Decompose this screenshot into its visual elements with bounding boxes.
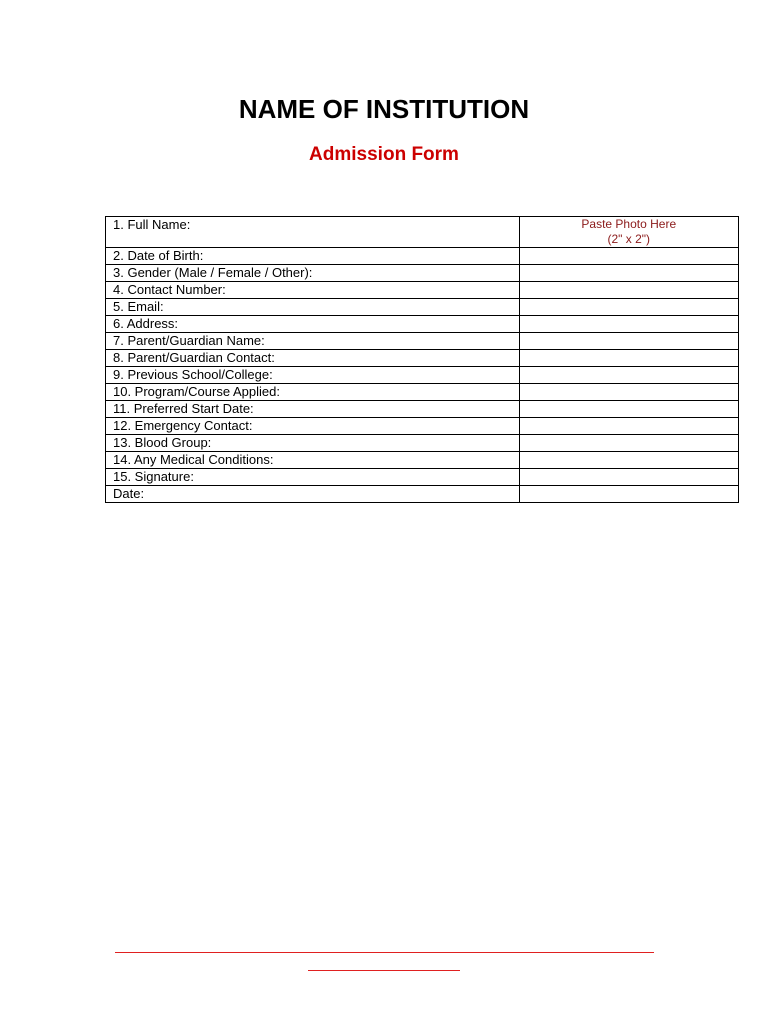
table-row [106, 299, 739, 316]
document-title: NAME OF INSTITUTION [238, 94, 530, 124]
field-value-cell[interactable] [519, 350, 738, 367]
footer-divider-line [115, 952, 654, 953]
table-row [106, 435, 739, 452]
field-value-cell[interactable] [519, 282, 738, 299]
table-row [106, 367, 739, 384]
field-label: Date: [106, 486, 520, 503]
table-row [106, 248, 739, 265]
field-label: 4. Contact Number: [106, 282, 520, 299]
field-label: 10. Program/Course Applied: [106, 384, 520, 401]
photo-placeholder-text: Paste Photo Here [581, 217, 677, 231]
field-value-cell[interactable] [519, 435, 738, 452]
table-row [106, 265, 739, 282]
field-value-cell[interactable] [519, 265, 738, 282]
field-label: 3. Gender (Male / Female / Other): [106, 265, 520, 282]
field-label: 15. Signature: [106, 469, 520, 486]
field-value-cell[interactable] [519, 418, 738, 435]
table-row [106, 401, 739, 418]
field-label: 1. Full Name: [106, 217, 520, 248]
footer-divider-line-short [308, 970, 460, 971]
field-value-cell[interactable] [519, 248, 738, 265]
field-value-cell[interactable] [519, 401, 738, 418]
field-label: 12. Emergency Contact: [106, 418, 520, 435]
table-row [106, 217, 739, 248]
field-label: 6. Address: [106, 316, 520, 333]
field-label: 5. Email: [106, 299, 520, 316]
photo-placeholder[interactable] [519, 217, 738, 248]
field-value-cell[interactable] [519, 316, 738, 333]
field-label: 14. Any Medical Conditions: [106, 452, 520, 469]
table-row [106, 316, 739, 333]
field-value-cell[interactable] [519, 333, 738, 350]
field-label: 9. Previous School/College: [106, 367, 520, 384]
field-label: 13. Blood Group: [106, 435, 520, 452]
field-value-cell[interactable] [519, 299, 738, 316]
form-subtitle: Admission Form [309, 144, 459, 165]
table-row [106, 469, 739, 486]
field-label: 8. Parent/Guardian Contact: [106, 350, 520, 367]
field-value-cell[interactable] [519, 486, 738, 503]
table-row [106, 282, 739, 299]
field-label: 7. Parent/Guardian Name: [106, 333, 520, 350]
field-label: 2. Date of Birth: [106, 248, 520, 265]
table-row [106, 350, 739, 367]
photo-size-text: (2" x 2") [607, 232, 651, 246]
field-value-cell[interactable] [519, 452, 738, 469]
field-value-cell[interactable] [519, 384, 738, 401]
field-value-cell[interactable] [519, 367, 738, 384]
admission-form-table [105, 216, 739, 503]
field-label: 11. Preferred Start Date: [106, 401, 520, 418]
table-row [106, 418, 739, 435]
field-value-cell[interactable] [519, 469, 738, 486]
table-row [106, 384, 739, 401]
table-row [106, 486, 739, 503]
table-row [106, 333, 739, 350]
table-row [106, 452, 739, 469]
